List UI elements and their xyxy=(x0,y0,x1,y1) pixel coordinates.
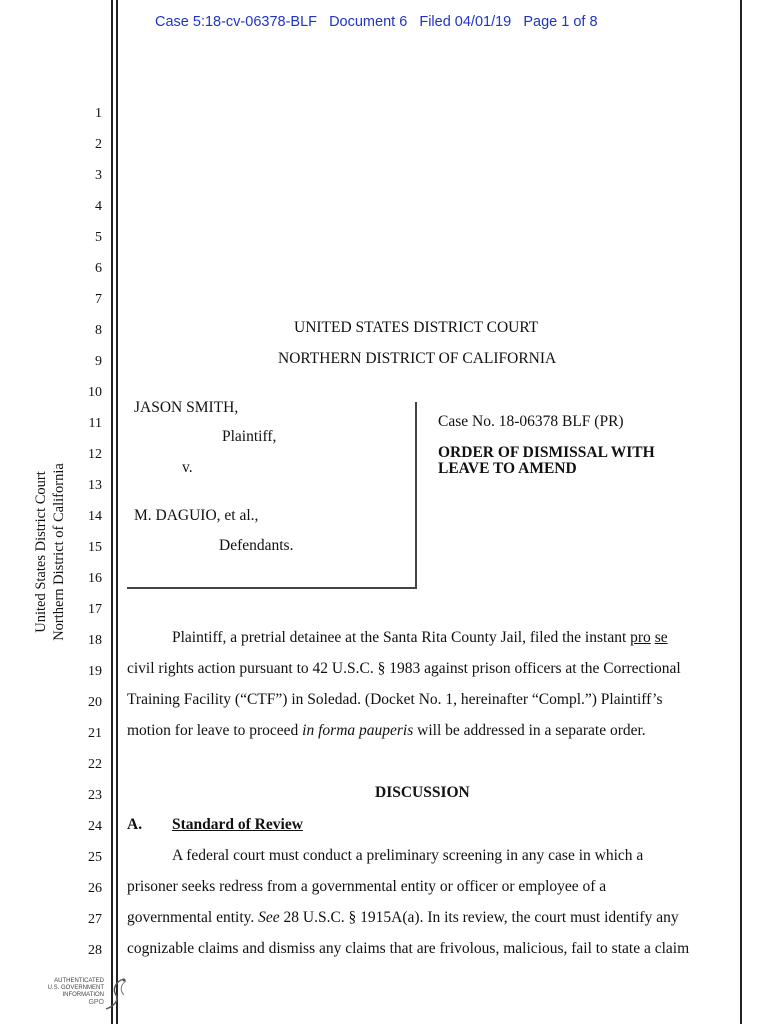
line-number: 15 xyxy=(88,540,102,555)
text-run: governmental entity. xyxy=(127,909,259,926)
eagle-seal-icon xyxy=(102,975,132,1015)
court-name: UNITED STATES DISTRICT COURT xyxy=(294,319,539,336)
gpo-text-line: INFORMATION xyxy=(62,992,104,998)
line-number: 21 xyxy=(88,726,102,741)
margin-rule-right xyxy=(740,0,742,1024)
line-number: 1 xyxy=(95,106,102,121)
gpo-authentication-seal xyxy=(44,975,134,1015)
paragraph-line: cognizable claims and dismiss any claims that are frivolous, malicious, fail to state a claim xyxy=(127,940,690,957)
line-number: 5 xyxy=(95,230,102,245)
discussion-heading: DISCUSSION xyxy=(375,784,470,801)
line-number: 4 xyxy=(95,199,102,214)
section-title: Standard of Review xyxy=(172,816,303,833)
line-number: 19 xyxy=(88,664,102,679)
margin-rule-left-2 xyxy=(116,0,118,1024)
defendant-name: M. DAGUIO, et al., xyxy=(134,507,259,524)
gpo-text-line: U.S. GOVERNMENT xyxy=(47,985,104,991)
text-run: Plaintiff, a pretrial detainee at the Santa Rita County Jail, filed the instant xyxy=(172,629,631,646)
gpo-mark-text: GPO xyxy=(88,999,104,1006)
plaintiff-name: JASON SMITH, xyxy=(134,399,239,416)
line-number: 14 xyxy=(88,509,102,524)
margin-rule-left-1 xyxy=(111,0,113,1024)
line-number: 22 xyxy=(88,757,102,772)
line-number: 16 xyxy=(88,571,102,586)
line-number: 24 xyxy=(88,819,102,834)
paragraph-line: A federal court must conduct a preliminary screening in any case in which a xyxy=(172,847,644,864)
text-run: will be addressed in a separate order. xyxy=(413,722,646,739)
section-letter: A. xyxy=(127,816,143,833)
paragraph-line xyxy=(127,909,679,927)
text-run: motion for leave to proceed xyxy=(127,722,303,739)
case-number: Case No. 18-06378 BLF (PR) xyxy=(438,413,624,430)
caption-divider-horizontal xyxy=(127,587,417,589)
line-number: 23 xyxy=(88,788,102,803)
defendant-label: Defendants. xyxy=(219,537,294,554)
pro-se-se: se xyxy=(654,629,668,646)
line-number: 8 xyxy=(95,323,102,338)
line-number: 18 xyxy=(88,633,102,648)
plaintiff-label: Plaintiff, xyxy=(222,428,277,445)
line-number: 2 xyxy=(95,137,102,152)
line-number: 28 xyxy=(88,943,102,958)
line-number: 10 xyxy=(88,385,102,400)
order-title-line-2: LEAVE TO AMEND xyxy=(438,460,577,477)
paragraph-line: prisoner seeks redress from a governmental entity or officer or employee of a xyxy=(127,878,607,895)
line-number: 17 xyxy=(88,602,102,617)
gpo-text-line: AUTHENTICATED xyxy=(54,978,104,984)
ifp-italic: in forma pauperis xyxy=(302,722,414,739)
line-number: 25 xyxy=(88,850,102,865)
see-italic: See xyxy=(258,909,280,926)
line-number: 26 xyxy=(88,881,102,896)
line-number: 12 xyxy=(88,447,102,462)
sidebar-district: Northern District of California xyxy=(51,463,67,641)
line-number: 20 xyxy=(88,695,102,710)
line-number: 7 xyxy=(95,292,102,307)
line-number: 13 xyxy=(88,478,102,493)
line-number: 9 xyxy=(95,354,102,369)
pro-se-pro: pro xyxy=(630,629,651,646)
text-run: 28 U.S.C. § 1915A(a). In its review, the court must identify any xyxy=(279,909,679,926)
caption-divider-vertical xyxy=(415,402,417,588)
court-district: NORTHERN DISTRICT OF CALIFORNIA xyxy=(278,350,557,367)
paragraph-line xyxy=(172,629,668,647)
case-header: Case 5:18-cv-06378-BLF Document 6 Filed 04/01/19 Page 1 of 8 xyxy=(155,14,598,30)
line-number: 11 xyxy=(88,416,102,431)
line-number: 27 xyxy=(88,912,102,927)
order-title-line-1: ORDER OF DISMISSAL WITH xyxy=(438,444,655,461)
versus: v. xyxy=(182,459,193,476)
sidebar-court: United States District Court xyxy=(33,471,49,633)
line-number: 6 xyxy=(95,261,102,276)
paragraph-line: civil rights action pursuant to 42 U.S.C. § 1983 against prison officers at the Correctional xyxy=(127,660,681,677)
gpo-text xyxy=(44,978,104,1006)
paragraph-line: Training Facility (“CTF”) in Soledad. (Docket No. 1, hereinafter “Compl.”) Plaintiff’s xyxy=(127,691,663,708)
line-number: 3 xyxy=(95,168,102,183)
paragraph-line xyxy=(127,722,646,740)
court-sidebar-label xyxy=(32,432,72,672)
